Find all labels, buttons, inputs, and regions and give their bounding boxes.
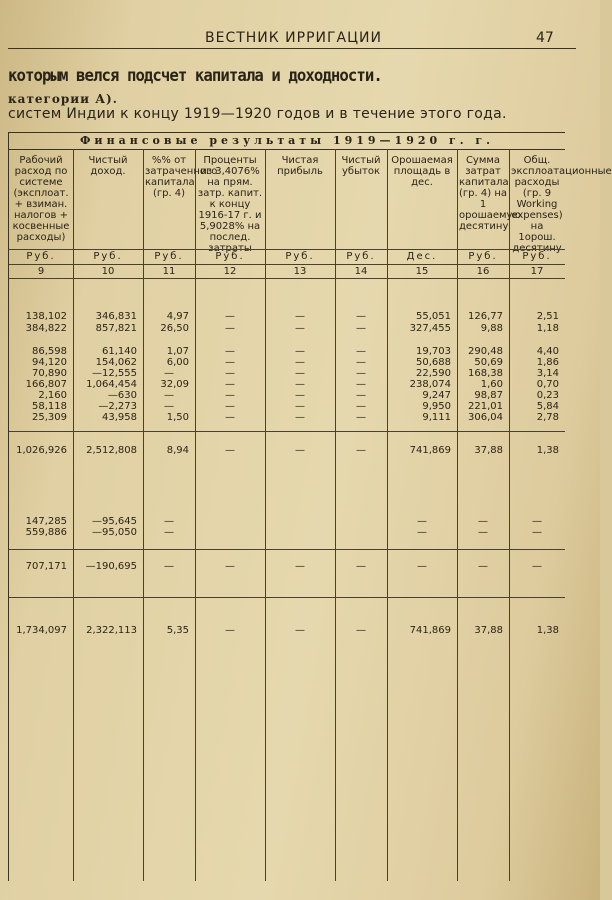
dash-cell: —: [295, 445, 305, 456]
dash-cell: —: [417, 516, 427, 527]
table-cell: 1,734,097: [16, 625, 67, 636]
dash-cell: —: [356, 357, 366, 368]
table-cell: 168,38: [468, 368, 503, 379]
dash-cell: —: [164, 390, 174, 401]
table-cell: 61,140: [102, 346, 137, 357]
table-cell: 5,35: [166, 625, 189, 636]
table-cell: 2,160: [38, 390, 67, 401]
column-header: Сумма затрат капитала (гр. 4) на 1 орошаемую десятину: [459, 155, 521, 232]
dash-cell: —: [295, 311, 305, 322]
table-cell: 0,70: [536, 379, 559, 390]
table-cell: 238,074: [409, 379, 451, 390]
dash-cell: —: [295, 379, 305, 390]
table-cell: 2,51: [536, 311, 559, 322]
table-cell: 6,00: [166, 357, 189, 368]
heading-line: которым велся подсчет капитала и доходности.: [8, 66, 382, 86]
table-cell: 1,50: [166, 412, 189, 423]
column-header: Общ. эксплоатационные расходы (гр. 9 Working expenses) на 1орош. десятину: [511, 155, 612, 254]
dash-cell: —: [225, 346, 235, 357]
dash-cell: —: [356, 379, 366, 390]
dash-cell: —: [417, 561, 427, 572]
table-cell: —2,273: [98, 401, 137, 412]
column-unit: Руб.: [285, 251, 315, 262]
table-cell: 1,18: [536, 323, 559, 334]
column-header: Рабочий расход по системе (эксплоат. + взиман. налогов + косвенные расходы): [12, 155, 70, 243]
category-line: категории А).: [8, 92, 118, 106]
table-cell: 741,869: [409, 445, 451, 456]
column-unit: Руб.: [346, 251, 376, 262]
column-header: Чистый доход.: [88, 155, 128, 177]
table-cell: 384,822: [25, 323, 67, 334]
table-cell: 2,322,113: [86, 625, 137, 636]
table-cell: —95,645: [92, 516, 137, 527]
dash-cell: —: [225, 445, 235, 456]
table-cell: 9,88: [480, 323, 503, 334]
dash-cell: —: [225, 357, 235, 368]
table-cell: 22,590: [416, 368, 451, 379]
table-cell: 1,07: [166, 346, 189, 357]
table-cell: 138,102: [25, 311, 67, 322]
table-cell: 126,77: [468, 311, 503, 322]
dash-cell: —: [295, 323, 305, 334]
dash-cell: —: [532, 516, 542, 527]
column-unit: Руб.: [154, 251, 184, 262]
table-cell: 346,831: [95, 311, 137, 322]
table-cell: 70,890: [32, 368, 67, 379]
dash-cell: —: [225, 412, 235, 423]
table-cell: —630: [107, 390, 137, 401]
dash-cell: —: [356, 445, 366, 456]
table-cell: 1,38: [536, 625, 559, 636]
dash-cell: —: [164, 516, 174, 527]
dash-cell: —: [356, 390, 366, 401]
dash-cell: —: [295, 561, 305, 572]
table-cell: 3,14: [536, 368, 559, 379]
column-number: 16: [476, 266, 490, 277]
column-unit: Дес.: [406, 251, 438, 262]
dash-cell: —: [532, 561, 542, 572]
table-cell: 154,062: [95, 357, 137, 368]
dash-cell: —: [225, 379, 235, 390]
header-rule: [9, 278, 565, 279]
dash-cell: —: [164, 368, 174, 379]
table-cell: 1,38: [536, 445, 559, 456]
table-cell: 25,309: [32, 412, 67, 423]
dash-cell: —: [417, 527, 427, 538]
table-cell: —12,555: [92, 368, 137, 379]
table-cell: 50,69: [474, 357, 503, 368]
dash-cell: —: [295, 412, 305, 423]
group-rule: [9, 431, 565, 432]
column-header: Орошаемая площадь в дес.: [391, 155, 453, 188]
dash-cell: —: [295, 401, 305, 412]
table-cell: 58,118: [32, 401, 67, 412]
table-cell: 98,87: [474, 390, 503, 401]
running-header: [0, 28, 600, 50]
table-cell: 559,886: [25, 527, 67, 538]
dash-cell: —: [295, 368, 305, 379]
column-number: 10: [101, 266, 115, 277]
table-cell: 4,40: [536, 346, 559, 357]
column-header: %% от затраченного капитала (гр. 4): [145, 155, 218, 199]
column-number: 11: [162, 266, 176, 277]
dash-cell: —: [532, 527, 542, 538]
header-rule: [9, 264, 565, 265]
dash-cell: —: [164, 527, 174, 538]
column-number: 9: [37, 266, 45, 277]
financial-table: [8, 132, 612, 881]
column-number: 15: [415, 266, 429, 277]
dash-cell: —: [164, 401, 174, 412]
column-header: Чистый убыток: [341, 155, 381, 177]
table-cell: 4,97: [166, 311, 189, 322]
table-cell: 43,958: [102, 412, 137, 423]
dash-cell: —: [164, 561, 174, 572]
page-number: 47: [536, 30, 554, 46]
table-cell: 1,60: [480, 379, 503, 390]
dash-cell: —: [356, 412, 366, 423]
header-rule: [8, 48, 576, 49]
dash-cell: —: [356, 625, 366, 636]
table-cell: —95,050: [92, 527, 137, 538]
dash-cell: —: [356, 368, 366, 379]
column-unit: Руб.: [93, 251, 123, 262]
column-unit: Руб.: [26, 251, 56, 262]
group-rule: [9, 549, 565, 550]
dash-cell: —: [295, 357, 305, 368]
table-cell: 221,01: [468, 401, 503, 412]
table-cell: 9,111: [422, 412, 451, 423]
table-cell: 9,950: [422, 401, 451, 412]
journal-title: ВЕСТНИК ИРРИГАЦИИ: [205, 30, 382, 46]
dash-cell: —: [225, 323, 235, 334]
table-cell: 306,04: [468, 412, 503, 423]
dash-cell: —: [478, 561, 488, 572]
column-header: Чистая прибыль: [277, 155, 323, 177]
table-cell: 32,09: [160, 379, 189, 390]
dash-cell: —: [225, 311, 235, 322]
dash-cell: —: [478, 527, 488, 538]
table-cell: 86,598: [32, 346, 67, 357]
table-cell: 857,821: [95, 323, 137, 334]
dash-cell: —: [225, 561, 235, 572]
subtitle-line: систем Индии к концу 1919—1920 годов и в течение этого года.: [8, 106, 507, 122]
column-unit: Руб.: [522, 251, 552, 262]
table-cell: 1,026,926: [16, 445, 67, 456]
table-cell: 55,051: [416, 311, 451, 322]
dash-cell: —: [295, 346, 305, 357]
dash-cell: —: [225, 390, 235, 401]
dash-cell: —: [356, 311, 366, 322]
table-cell: 50,688: [416, 357, 451, 368]
column-unit: Руб.: [215, 251, 245, 262]
dash-cell: —: [356, 346, 366, 357]
table-banner: Финансовые результаты 1919—1920 г. г.: [9, 133, 565, 150]
group-rule: [9, 597, 565, 598]
table-cell: 26,50: [160, 323, 189, 334]
table-cell: 8,94: [166, 445, 189, 456]
table-cell: 290,48: [468, 346, 503, 357]
dash-cell: —: [356, 401, 366, 412]
table-cell: 9,247: [422, 390, 451, 401]
table-cell: —190,695: [85, 561, 137, 572]
table-cell: 2,78: [536, 412, 559, 423]
table-cell: 1,86: [536, 357, 559, 368]
table-cell: 327,455: [409, 323, 451, 334]
table-cell: 94,120: [32, 357, 67, 368]
table-cell: 741,869: [409, 625, 451, 636]
table-cell: 147,285: [25, 516, 67, 527]
dash-cell: —: [356, 561, 366, 572]
column-number: 13: [293, 266, 307, 277]
column-unit: Руб.: [468, 251, 498, 262]
dash-cell: —: [295, 390, 305, 401]
table-cell: 166,807: [25, 379, 67, 390]
table-cell: 1,064,454: [86, 379, 137, 390]
header-rule: [9, 249, 565, 250]
dash-cell: —: [356, 323, 366, 334]
column-header: Проценты из 3,4076% на прям. затр. капит. к концу 1916-17 г. и 5,9028% на послед. затраты: [197, 155, 263, 254]
column-number: 12: [223, 266, 237, 277]
column-number: 17: [530, 266, 544, 277]
table-cell: 2,512,808: [86, 445, 137, 456]
column-number: 14: [354, 266, 368, 277]
table-cell: 37,88: [474, 445, 503, 456]
dash-cell: —: [225, 401, 235, 412]
table-cell: 19,703: [416, 346, 451, 357]
dash-cell: —: [225, 625, 235, 636]
dash-cell: —: [478, 516, 488, 527]
table-cell: 0,23: [536, 390, 559, 401]
table-cell: 707,171: [25, 561, 67, 572]
table-cell: 5,84: [536, 401, 559, 412]
dash-cell: —: [295, 625, 305, 636]
table-cell: 37,88: [474, 625, 503, 636]
dash-cell: —: [225, 368, 235, 379]
